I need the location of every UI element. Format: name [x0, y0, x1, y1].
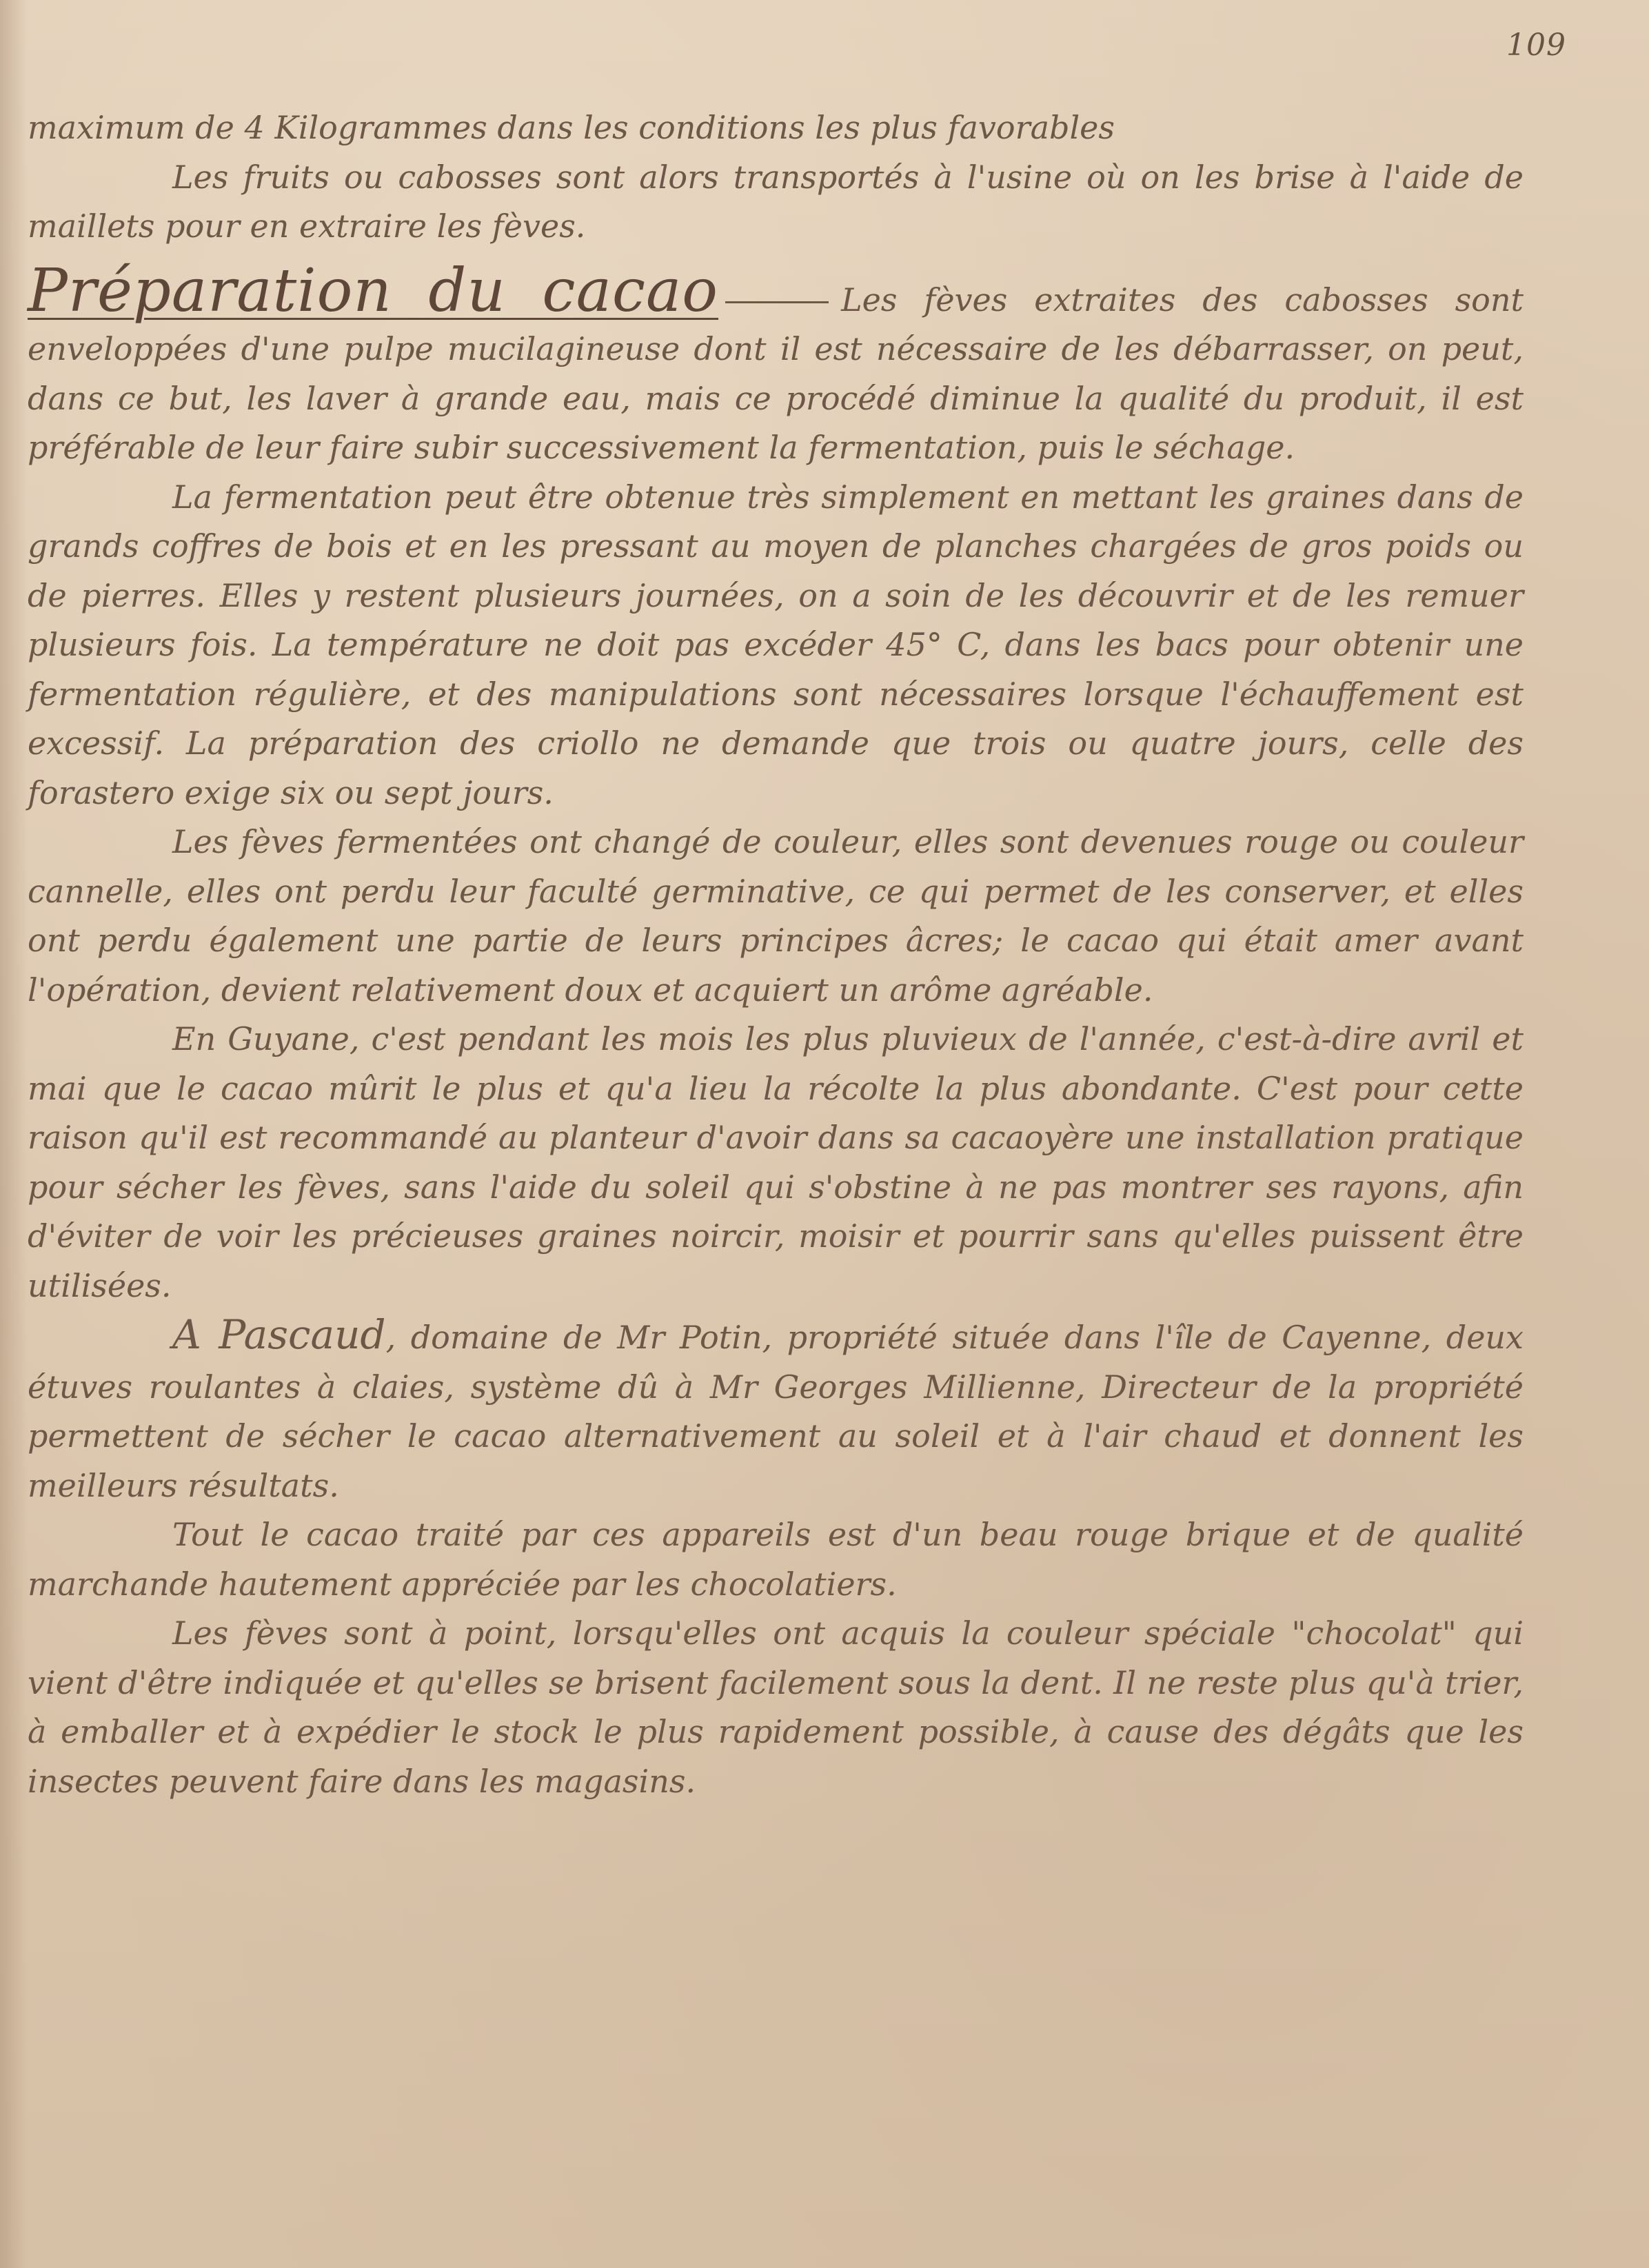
section-heading-paragraph	[28, 256, 1524, 473]
section-intro: Les fèves extraites des cabosses sont enveloppées d'une pulpe mucilagineuse dont il est nécessaire de les débarrasser, on peut, dans ce but, les laver à grande eau, mais ce procédé diminue la qualité du produit, il est préférable de leur faire subir successivement la fermentation, puis le séchage.	[28, 281, 1524, 466]
paragraph-fermentation: La fermentation peut être obtenue très simplement en mettant les graines dans de grands coffres de bois et en les pressant au moyen de planches chargées de gros poids ou de pierres. Elles y restent plusieurs journées, on a soin de les découvrir et de les remuer plusieurs fois. La température ne doit pas excéder 45° C, dans les bacs pour obtenir une fermentation régulière, et des manipulations sont nécessaires lorsque l'échauffement est excessif. La préparation des criollo ne demande que trois ou quatre jours, celle des forastero exige six ou sept jours.	[28, 478, 1524, 811]
place-name: A Pascaud	[172, 1311, 386, 1358]
paragraph-pascaud	[28, 1310, 1524, 1510]
paragraph-cabosses: Les fruits ou cabosses sont alors transportés à l'usine où on les brise à l'aide de maillets pour en extraire les fèves.	[28, 158, 1524, 245]
paragraph-guyane: En Guyane, c'est pendant les mois les plus pluvieux de l'année, c'est-à-dire avril et mai que le cacao mûrit le plus et qu'a lieu la récolte la plus abondante. C'est pour cette raison qu'il est recommandé au planteur d'avoir dans sa cacaoyère une installation pratique pour sécher les fèves, sans l'aide du soleil qui s'obstine à ne pas montrer ses rayons, afin d'éviter de voir les précieuses graines noircir, moisir et pourrir sans qu'elles puissent être utilisées.	[28, 1020, 1524, 1304]
handwritten-text	[28, 103, 1524, 1806]
title-dash	[725, 301, 829, 303]
paragraph-feves-fermentees: Les fèves fermentées ont changé de couleur, elles sont devenues rouge ou couleur cannelle, elles ont perdu leur faculté germinative, ce qui permet de les conserver, et elles ont perdu également une partie de leurs principes âcres; le cacao qui était amer avant l'opération, devient relativement doux et acquiert un arôme agréable.	[28, 823, 1524, 1009]
paragraph-feves-a-point: Les fèves sont à point, lorsqu'elles ont acquis la couleur spéciale "chocolat" qui vient d'être indiquée et qu'elles se brisent facilement sous la dent. Il ne reste plus qu'à trier, à emballer et à expédier le stock le plus rapidement possible, à cause des dégâts que les insectes peuvent faire dans les magasins.	[28, 1614, 1524, 1800]
paragraph-pascaud-text: , domaine de Mr Potin, propriété située dans l'île de Cayenne, deux étuves roulantes à claies, système dû à Mr Georges Millienne, Directeur de la propriété permettent de sécher le cacao alternativement au soleil et à l'air chaud et donnent les meilleurs résultats.	[28, 1319, 1524, 1504]
page-number: 109	[1506, 28, 1566, 63]
opening-line: maximum de 4 Kilogrammes dans les conditions les plus favorables	[28, 109, 1115, 146]
paragraph-rouge-brique: Tout le cacao traité par ces appareils est d'un beau rouge brique et de qualité marchande hautement appréciée par les chocolatiers.	[28, 1516, 1524, 1603]
section-title: Préparation du cacao	[28, 256, 719, 325]
